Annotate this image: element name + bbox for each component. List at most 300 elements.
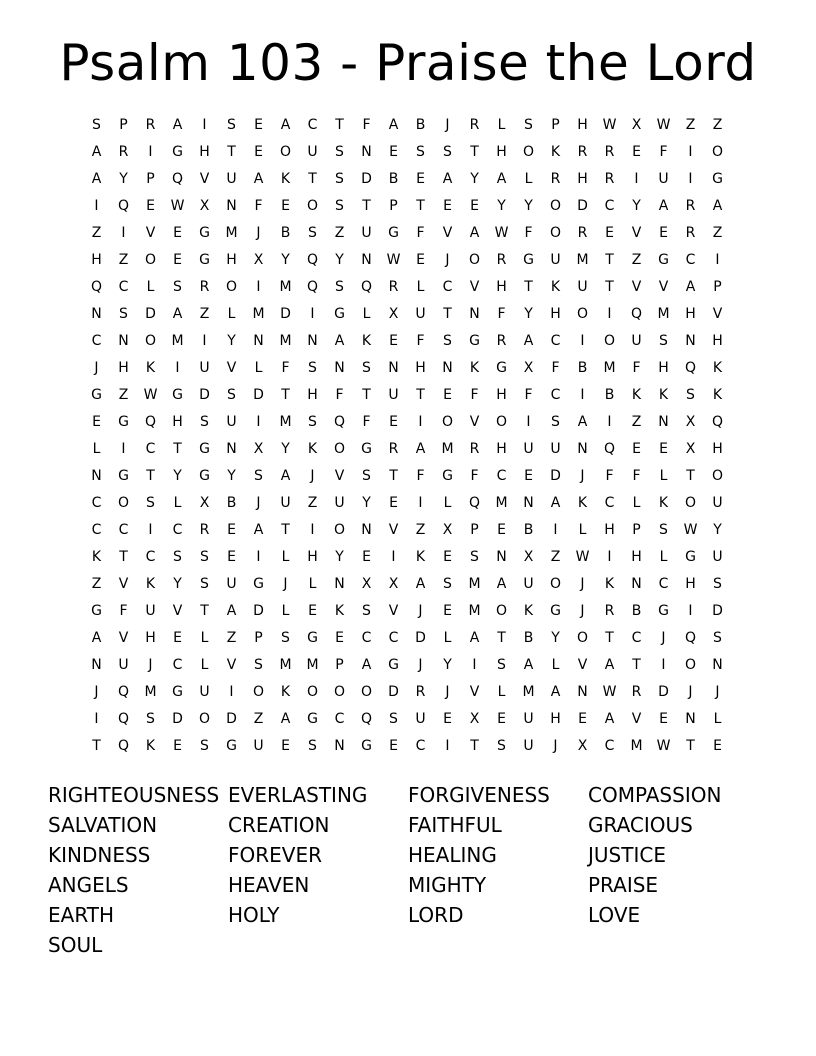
- grid-letter[interactable]: T: [200, 603, 209, 619]
- grid-letter[interactable]: M: [279, 414, 292, 430]
- grid-letter[interactable]: O: [306, 684, 319, 700]
- grid-letter[interactable]: I: [688, 144, 693, 160]
- grid-letter[interactable]: N: [334, 360, 345, 376]
- grid-letter[interactable]: E: [173, 630, 182, 646]
- grid-letter[interactable]: N: [91, 657, 102, 673]
- grid-letter[interactable]: Q: [306, 279, 319, 295]
- grid-letter[interactable]: J: [445, 684, 450, 700]
- grid-letter[interactable]: M: [441, 441, 454, 457]
- grid-letter[interactable]: N: [253, 333, 264, 349]
- grid-letter[interactable]: H: [496, 387, 507, 403]
- grid-letter[interactable]: U: [523, 738, 534, 754]
- grid-letter[interactable]: L: [659, 549, 668, 565]
- grid-letter[interactable]: S: [308, 738, 317, 754]
- grid-letter[interactable]: N: [118, 333, 129, 349]
- grid-letter[interactable]: F: [632, 360, 641, 376]
- grid-letter[interactable]: O: [360, 684, 373, 700]
- grid-letter[interactable]: Z: [685, 117, 696, 133]
- grid-letter[interactable]: A: [604, 657, 615, 673]
- grid-letter[interactable]: X: [253, 252, 264, 268]
- grid-letter[interactable]: G: [307, 630, 318, 646]
- grid-letter[interactable]: K: [469, 360, 480, 376]
- grid-letter[interactable]: K: [712, 360, 723, 376]
- grid-letter[interactable]: S: [173, 549, 182, 565]
- grid-letter[interactable]: Y: [335, 549, 344, 565]
- grid-letter[interactable]: T: [605, 252, 614, 268]
- grid-letter[interactable]: S: [524, 117, 533, 133]
- grid-letter[interactable]: V: [145, 225, 156, 241]
- grid-letter[interactable]: E: [524, 468, 533, 484]
- grid-letter[interactable]: T: [605, 630, 614, 646]
- grid-letter[interactable]: K: [91, 549, 102, 565]
- grid-letter[interactable]: O: [333, 441, 346, 457]
- grid-letter[interactable]: G: [118, 414, 129, 430]
- grid-letter[interactable]: Y: [551, 630, 560, 646]
- grid-letter[interactable]: T: [362, 387, 371, 403]
- grid-letter[interactable]: N: [523, 495, 534, 511]
- grid-letter[interactable]: E: [335, 630, 344, 646]
- grid-letter[interactable]: C: [496, 468, 507, 484]
- grid-letter[interactable]: A: [577, 414, 588, 430]
- grid-letter[interactable]: R: [685, 198, 696, 214]
- grid-letter[interactable]: N: [307, 333, 318, 349]
- grid-letter[interactable]: S: [470, 549, 479, 565]
- grid-letter[interactable]: E: [632, 144, 641, 160]
- grid-letter[interactable]: S: [443, 333, 452, 349]
- grid-letter[interactable]: E: [254, 144, 263, 160]
- grid-letter[interactable]: U: [334, 495, 345, 511]
- grid-letter[interactable]: M: [279, 279, 292, 295]
- grid-letter[interactable]: A: [604, 711, 615, 727]
- grid-letter[interactable]: A: [388, 117, 399, 133]
- grid-letter[interactable]: Y: [335, 252, 344, 268]
- grid-letter[interactable]: E: [389, 495, 398, 511]
- grid-letter[interactable]: Z: [199, 306, 210, 322]
- grid-letter[interactable]: V: [631, 225, 642, 241]
- grid-letter[interactable]: E: [173, 738, 182, 754]
- grid-letter[interactable]: J: [688, 684, 693, 700]
- grid-letter[interactable]: X: [199, 495, 210, 511]
- grid-letter[interactable]: E: [389, 414, 398, 430]
- grid-letter[interactable]: C: [604, 198, 615, 214]
- grid-letter[interactable]: H: [712, 333, 723, 349]
- grid-letter[interactable]: T: [524, 279, 533, 295]
- grid-letter[interactable]: N: [226, 441, 237, 457]
- grid-letter[interactable]: N: [469, 306, 480, 322]
- grid-letter[interactable]: Q: [306, 252, 319, 268]
- grid-letter[interactable]: O: [306, 198, 319, 214]
- grid-letter[interactable]: I: [607, 306, 612, 322]
- grid-letter[interactable]: F: [659, 144, 668, 160]
- grid-letter[interactable]: L: [254, 360, 263, 376]
- grid-letter[interactable]: Y: [362, 495, 371, 511]
- grid-letter[interactable]: C: [685, 252, 696, 268]
- grid-letter[interactable]: S: [443, 576, 452, 592]
- grid-letter[interactable]: Y: [281, 441, 290, 457]
- grid-letter[interactable]: O: [576, 306, 589, 322]
- grid-letter[interactable]: M: [225, 225, 238, 241]
- grid-letter[interactable]: Q: [630, 306, 643, 322]
- grid-letter[interactable]: Q: [684, 630, 697, 646]
- grid-letter[interactable]: Y: [227, 333, 236, 349]
- grid-letter[interactable]: G: [334, 306, 345, 322]
- grid-letter[interactable]: Z: [91, 225, 102, 241]
- grid-letter[interactable]: K: [550, 279, 561, 295]
- grid-letter[interactable]: G: [307, 711, 318, 727]
- grid-letter[interactable]: V: [469, 684, 480, 700]
- grid-letter[interactable]: W: [656, 738, 671, 754]
- grid-letter[interactable]: V: [226, 360, 237, 376]
- grid-letter[interactable]: E: [443, 549, 452, 565]
- grid-letter[interactable]: F: [524, 225, 533, 241]
- grid-letter[interactable]: R: [577, 144, 588, 160]
- grid-letter[interactable]: A: [172, 306, 183, 322]
- grid-letter[interactable]: C: [604, 495, 615, 511]
- grid-letter[interactable]: F: [362, 414, 371, 430]
- grid-letter[interactable]: A: [226, 603, 237, 619]
- grid-letter[interactable]: A: [469, 225, 480, 241]
- grid-letter[interactable]: O: [549, 198, 562, 214]
- grid-letter[interactable]: Q: [144, 414, 157, 430]
- grid-letter[interactable]: W: [575, 549, 590, 565]
- grid-letter[interactable]: O: [333, 684, 346, 700]
- grid-letter[interactable]: I: [121, 225, 126, 241]
- grid-letter[interactable]: S: [362, 360, 371, 376]
- grid-letter[interactable]: C: [118, 522, 129, 538]
- grid-letter[interactable]: K: [145, 576, 156, 592]
- grid-letter[interactable]: A: [415, 576, 426, 592]
- grid-letter[interactable]: S: [713, 576, 722, 592]
- grid-letter[interactable]: D: [253, 387, 264, 403]
- grid-letter[interactable]: E: [443, 711, 452, 727]
- grid-letter[interactable]: I: [148, 522, 153, 538]
- grid-letter[interactable]: A: [685, 279, 696, 295]
- grid-letter[interactable]: L: [497, 117, 506, 133]
- grid-letter[interactable]: I: [202, 333, 207, 349]
- grid-letter[interactable]: G: [442, 468, 453, 484]
- grid-letter[interactable]: H: [712, 441, 723, 457]
- grid-letter[interactable]: I: [256, 279, 261, 295]
- grid-letter[interactable]: M: [468, 576, 481, 592]
- grid-letter[interactable]: C: [145, 549, 156, 565]
- grid-letter[interactable]: R: [604, 603, 615, 619]
- grid-letter[interactable]: T: [362, 198, 371, 214]
- grid-letter[interactable]: T: [443, 306, 452, 322]
- grid-letter[interactable]: F: [632, 468, 641, 484]
- grid-letter[interactable]: J: [661, 630, 666, 646]
- grid-letter[interactable]: D: [388, 684, 399, 700]
- grid-letter[interactable]: M: [306, 657, 319, 673]
- grid-letter[interactable]: I: [472, 657, 477, 673]
- grid-letter[interactable]: N: [361, 144, 372, 160]
- grid-letter[interactable]: D: [199, 387, 210, 403]
- grid-letter[interactable]: G: [469, 333, 480, 349]
- grid-letter[interactable]: S: [389, 711, 398, 727]
- grid-letter[interactable]: Z: [550, 549, 561, 565]
- grid-letter[interactable]: O: [684, 657, 697, 673]
- grid-letter[interactable]: K: [145, 738, 156, 754]
- grid-letter[interactable]: A: [253, 171, 264, 187]
- grid-letter[interactable]: N: [91, 306, 102, 322]
- grid-letter[interactable]: L: [416, 279, 425, 295]
- grid-letter[interactable]: Z: [253, 711, 264, 727]
- grid-letter[interactable]: G: [199, 468, 210, 484]
- grid-letter[interactable]: A: [442, 171, 453, 187]
- grid-letter[interactable]: Z: [631, 252, 642, 268]
- grid-letter[interactable]: R: [199, 522, 210, 538]
- grid-letter[interactable]: R: [469, 117, 480, 133]
- grid-letter[interactable]: E: [632, 441, 641, 457]
- grid-letter[interactable]: F: [470, 387, 479, 403]
- grid-letter[interactable]: U: [361, 225, 372, 241]
- grid-letter[interactable]: X: [577, 738, 588, 754]
- grid-letter[interactable]: U: [523, 441, 534, 457]
- grid-letter[interactable]: I: [418, 414, 423, 430]
- grid-letter[interactable]: A: [469, 630, 480, 646]
- grid-letter[interactable]: O: [495, 414, 508, 430]
- grid-letter[interactable]: Q: [117, 738, 130, 754]
- grid-letter[interactable]: M: [630, 738, 643, 754]
- grid-letter[interactable]: J: [283, 576, 288, 592]
- grid-letter[interactable]: P: [389, 198, 398, 214]
- grid-letter[interactable]: M: [522, 684, 535, 700]
- grid-letter[interactable]: S: [146, 711, 155, 727]
- grid-letter[interactable]: Z: [118, 387, 129, 403]
- grid-letter[interactable]: I: [553, 522, 558, 538]
- grid-letter[interactable]: V: [226, 657, 237, 673]
- grid-letter[interactable]: V: [577, 657, 588, 673]
- grid-letter[interactable]: A: [334, 333, 345, 349]
- grid-letter[interactable]: B: [415, 117, 426, 133]
- grid-letter[interactable]: U: [550, 252, 561, 268]
- grid-letter[interactable]: W: [602, 117, 617, 133]
- grid-letter[interactable]: L: [281, 549, 290, 565]
- grid-letter[interactable]: Q: [117, 684, 130, 700]
- grid-letter[interactable]: G: [199, 225, 210, 241]
- grid-letter[interactable]: L: [362, 306, 371, 322]
- grid-letter[interactable]: H: [496, 279, 507, 295]
- grid-letter[interactable]: O: [279, 144, 292, 160]
- grid-letter[interactable]: K: [361, 333, 372, 349]
- grid-letter[interactable]: U: [226, 576, 237, 592]
- grid-letter[interactable]: K: [145, 360, 156, 376]
- grid-letter[interactable]: T: [416, 387, 425, 403]
- grid-letter[interactable]: S: [335, 171, 344, 187]
- grid-letter[interactable]: G: [523, 252, 534, 268]
- grid-letter[interactable]: J: [94, 684, 99, 700]
- grid-letter[interactable]: E: [659, 711, 668, 727]
- grid-letter[interactable]: H: [685, 306, 696, 322]
- grid-letter[interactable]: I: [94, 198, 99, 214]
- grid-letter[interactable]: X: [442, 522, 453, 538]
- grid-letter[interactable]: J: [580, 468, 585, 484]
- grid-letter[interactable]: R: [604, 171, 615, 187]
- grid-letter[interactable]: M: [144, 684, 157, 700]
- grid-letter[interactable]: S: [416, 144, 425, 160]
- grid-letter[interactable]: K: [658, 495, 669, 511]
- grid-letter[interactable]: C: [91, 333, 102, 349]
- grid-letter[interactable]: X: [388, 306, 399, 322]
- grid-letter[interactable]: F: [254, 198, 263, 214]
- grid-letter[interactable]: O: [603, 333, 616, 349]
- grid-letter[interactable]: Z: [226, 630, 237, 646]
- grid-letter[interactable]: Y: [713, 522, 722, 538]
- grid-letter[interactable]: X: [253, 441, 264, 457]
- grid-letter[interactable]: A: [658, 198, 669, 214]
- grid-letter[interactable]: K: [307, 441, 318, 457]
- grid-letter[interactable]: N: [91, 468, 102, 484]
- grid-letter[interactable]: W: [602, 684, 617, 700]
- grid-letter[interactable]: I: [121, 441, 126, 457]
- grid-letter[interactable]: S: [497, 738, 506, 754]
- grid-letter[interactable]: X: [388, 576, 399, 592]
- grid-letter[interactable]: A: [523, 657, 534, 673]
- grid-letter[interactable]: L: [308, 576, 317, 592]
- grid-letter[interactable]: L: [713, 711, 722, 727]
- grid-letter[interactable]: L: [227, 306, 236, 322]
- grid-letter[interactable]: L: [146, 279, 155, 295]
- grid-letter[interactable]: I: [418, 495, 423, 511]
- grid-letter[interactable]: S: [308, 360, 317, 376]
- grid-letter[interactable]: G: [172, 387, 183, 403]
- grid-letter[interactable]: D: [145, 306, 156, 322]
- grid-letter[interactable]: R: [388, 279, 399, 295]
- grid-letter[interactable]: E: [443, 603, 452, 619]
- grid-letter[interactable]: E: [173, 225, 182, 241]
- grid-letter[interactable]: S: [200, 549, 209, 565]
- grid-letter[interactable]: L: [92, 441, 101, 457]
- grid-letter[interactable]: T: [281, 387, 290, 403]
- grid-letter[interactable]: R: [118, 144, 129, 160]
- grid-letter[interactable]: G: [550, 603, 561, 619]
- grid-letter[interactable]: Q: [360, 711, 373, 727]
- grid-letter[interactable]: S: [335, 144, 344, 160]
- grid-letter[interactable]: E: [362, 549, 371, 565]
- grid-letter[interactable]: R: [469, 441, 480, 457]
- grid-letter[interactable]: A: [91, 630, 102, 646]
- grid-letter[interactable]: M: [576, 252, 589, 268]
- grid-letter[interactable]: C: [550, 333, 561, 349]
- grid-letter[interactable]: Q: [171, 171, 184, 187]
- grid-letter[interactable]: M: [279, 333, 292, 349]
- grid-letter[interactable]: T: [470, 738, 479, 754]
- grid-letter[interactable]: U: [577, 279, 588, 295]
- grid-letter[interactable]: X: [469, 711, 480, 727]
- grid-letter[interactable]: F: [416, 225, 425, 241]
- grid-letter[interactable]: Y: [524, 198, 533, 214]
- grid-letter[interactable]: N: [442, 360, 453, 376]
- grid-letter[interactable]: H: [631, 549, 642, 565]
- grid-letter[interactable]: C: [172, 522, 183, 538]
- grid-letter[interactable]: G: [361, 441, 372, 457]
- grid-letter[interactable]: Q: [117, 198, 130, 214]
- grid-letter[interactable]: T: [416, 198, 425, 214]
- grid-letter[interactable]: G: [91, 387, 102, 403]
- grid-letter[interactable]: T: [389, 468, 398, 484]
- grid-letter[interactable]: R: [496, 333, 507, 349]
- grid-letter[interactable]: I: [148, 144, 153, 160]
- grid-letter[interactable]: A: [280, 711, 291, 727]
- grid-letter[interactable]: T: [281, 522, 290, 538]
- grid-letter[interactable]: L: [200, 657, 209, 673]
- grid-letter[interactable]: I: [391, 549, 396, 565]
- grid-letter[interactable]: B: [577, 360, 588, 376]
- grid-letter[interactable]: Y: [173, 468, 182, 484]
- grid-letter[interactable]: G: [226, 738, 237, 754]
- grid-letter[interactable]: D: [226, 711, 237, 727]
- grid-letter[interactable]: Y: [443, 657, 452, 673]
- grid-letter[interactable]: E: [470, 198, 479, 214]
- grid-letter[interactable]: D: [280, 306, 291, 322]
- grid-letter[interactable]: H: [550, 306, 561, 322]
- grid-letter[interactable]: B: [523, 630, 534, 646]
- grid-letter[interactable]: R: [604, 144, 615, 160]
- grid-letter[interactable]: N: [685, 333, 696, 349]
- grid-letter[interactable]: F: [524, 387, 533, 403]
- grid-letter[interactable]: O: [117, 495, 130, 511]
- grid-letter[interactable]: K: [577, 495, 588, 511]
- grid-letter[interactable]: N: [361, 522, 372, 538]
- grid-letter[interactable]: E: [659, 441, 668, 457]
- grid-letter[interactable]: B: [280, 225, 291, 241]
- grid-letter[interactable]: O: [441, 414, 454, 430]
- grid-letter[interactable]: I: [202, 117, 207, 133]
- grid-letter[interactable]: M: [468, 603, 481, 619]
- grid-letter[interactable]: V: [199, 171, 210, 187]
- grid-letter[interactable]: O: [225, 279, 238, 295]
- grid-letter[interactable]: T: [173, 441, 182, 457]
- grid-letter[interactable]: S: [335, 198, 344, 214]
- grid-letter[interactable]: N: [496, 549, 507, 565]
- grid-letter[interactable]: S: [227, 117, 236, 133]
- grid-letter[interactable]: C: [658, 576, 669, 592]
- grid-letter[interactable]: X: [685, 441, 696, 457]
- grid-letter[interactable]: E: [605, 225, 614, 241]
- grid-letter[interactable]: H: [577, 171, 588, 187]
- grid-letter[interactable]: E: [497, 711, 506, 727]
- grid-letter[interactable]: H: [199, 144, 210, 160]
- grid-letter[interactable]: D: [415, 630, 426, 646]
- grid-letter[interactable]: X: [631, 117, 642, 133]
- grid-letter[interactable]: T: [605, 279, 614, 295]
- grid-letter[interactable]: S: [200, 576, 209, 592]
- grid-letter[interactable]: H: [307, 549, 318, 565]
- grid-letter[interactable]: B: [523, 522, 534, 538]
- grid-letter[interactable]: O: [549, 576, 562, 592]
- grid-letter[interactable]: V: [658, 279, 669, 295]
- grid-letter[interactable]: R: [496, 252, 507, 268]
- grid-letter[interactable]: F: [119, 603, 128, 619]
- grid-letter[interactable]: Z: [118, 252, 129, 268]
- grid-letter[interactable]: Z: [307, 495, 318, 511]
- grid-letter[interactable]: M: [603, 360, 616, 376]
- grid-letter[interactable]: V: [712, 306, 723, 322]
- grid-letter[interactable]: I: [310, 306, 315, 322]
- grid-letter[interactable]: S: [92, 117, 101, 133]
- grid-letter[interactable]: J: [580, 576, 585, 592]
- grid-letter[interactable]: B: [631, 603, 642, 619]
- grid-letter[interactable]: G: [172, 144, 183, 160]
- grid-letter[interactable]: O: [522, 144, 535, 160]
- grid-letter[interactable]: J: [418, 603, 423, 619]
- grid-letter[interactable]: F: [605, 468, 614, 484]
- grid-letter[interactable]: N: [712, 657, 723, 673]
- grid-letter[interactable]: Q: [684, 360, 697, 376]
- grid-letter[interactable]: S: [254, 468, 263, 484]
- grid-letter[interactable]: A: [253, 522, 264, 538]
- grid-letter[interactable]: U: [307, 144, 318, 160]
- grid-letter[interactable]: C: [604, 738, 615, 754]
